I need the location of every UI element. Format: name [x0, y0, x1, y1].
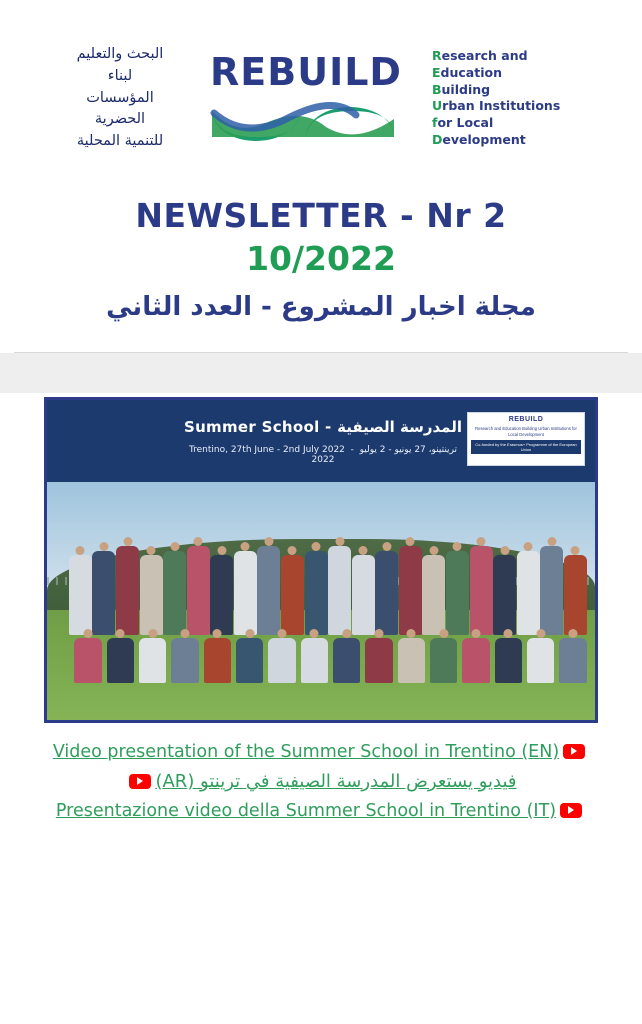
photo-person	[140, 555, 163, 634]
photo-person	[187, 546, 210, 634]
photo-person	[352, 555, 375, 634]
photo-content	[47, 482, 595, 720]
rebuild-wave-icon	[206, 97, 406, 143]
page-title-arabic: مجلة اخبار المشروع - العدد الثاني	[106, 292, 536, 323]
photo-person	[301, 638, 328, 684]
photo-person	[210, 555, 233, 634]
photo-crowd	[47, 534, 595, 686]
photo-person	[163, 551, 186, 635]
video-link-it-line	[40, 798, 602, 825]
figure-wrapper	[0, 393, 642, 723]
logo-en-line-5: for Local	[432, 115, 494, 131]
video-link-ar[interactable]: فيديو يستعرض المدرسة الصيفية في ترينتو (AR)	[155, 770, 517, 792]
logo-arabic-line-3: المؤسسات	[86, 89, 154, 106]
photo-person	[517, 551, 540, 635]
photo-banner-subtitle: Trentino, 27th June - 2nd July 2022 - ترينتينو، 27 يونيو - 2 يوليو 2022	[188, 444, 458, 465]
logo-arabic-tagline	[60, 44, 180, 153]
logo-en-line-4: Urban Institutions	[432, 98, 561, 114]
photo-person	[139, 638, 166, 684]
video-link-ar-line	[40, 768, 602, 796]
section-spacer	[0, 353, 642, 393]
photo-person	[564, 555, 587, 634]
logo-en-line-6: Development	[432, 132, 526, 148]
photo-person	[399, 546, 422, 634]
photo-person	[281, 555, 304, 634]
video-links	[0, 723, 642, 825]
photo-person	[69, 555, 92, 634]
photo-person	[365, 638, 392, 684]
logo-en-line-2: Education	[432, 64, 502, 80]
photo-person	[446, 551, 469, 635]
photo-person	[540, 546, 563, 634]
youtube-icon[interactable]	[129, 774, 151, 789]
photo-person	[257, 546, 280, 634]
photo-person	[398, 638, 425, 684]
video-link-en[interactable]: Video presentation of the Summer School in Trentino (EN)	[52, 741, 560, 762]
photo-person	[559, 638, 586, 684]
photo-person	[107, 638, 134, 684]
photo-person	[333, 638, 360, 684]
rebuild-logo	[206, 50, 406, 143]
page-title: NEWSLETTER - Nr 2	[135, 195, 507, 235]
photo-person	[305, 551, 328, 635]
photo-banner-logo: REBUILD Research and Education Building Urban Institutions for Local Development Co-funded by the Erasmus+ Programme of the European Union	[467, 412, 585, 466]
youtube-icon[interactable]	[563, 744, 585, 759]
photo-person	[495, 638, 522, 684]
photo-person	[527, 638, 554, 684]
logo-arabic-line-5: للتنمية المحلية	[76, 133, 164, 149]
video-link-en-line	[40, 739, 602, 766]
photo-person	[116, 546, 139, 634]
photo-person	[493, 555, 516, 634]
photo-person	[204, 638, 231, 684]
logo-arabic-line-2: لبناء	[107, 67, 133, 84]
photo-person	[236, 638, 263, 684]
photo-person	[430, 638, 457, 684]
photo-person	[268, 638, 295, 684]
logo-en-line-3: Building	[432, 81, 491, 97]
logo-arabic-line-1: البحث والتعليم	[76, 46, 164, 62]
photo-person	[234, 551, 257, 635]
photo-person	[74, 638, 101, 684]
photo-person	[470, 546, 493, 634]
page-title-block	[0, 159, 642, 352]
video-link-it[interactable]: Presentazione video della Summer School in Trentino (IT)	[55, 800, 557, 821]
rebuild-wordmark: REBUILD	[210, 50, 402, 95]
photo-person	[422, 555, 445, 634]
photo-person	[92, 551, 115, 635]
photo-person	[375, 551, 398, 635]
logo-en-line-1: Research and	[432, 47, 528, 63]
photo-person	[328, 546, 351, 634]
newsletter-header	[0, 0, 642, 352]
logo-row	[0, 30, 642, 159]
photo-banner	[47, 400, 595, 482]
photo-person	[171, 638, 198, 684]
summer-school-photo	[44, 397, 598, 723]
logo-arabic-line-4: الحضرية	[94, 111, 146, 128]
logo-english-tagline	[432, 48, 582, 149]
youtube-icon[interactable]	[560, 803, 582, 818]
photo-banner-title: Summer School - المدرسة الصيفية	[183, 417, 463, 436]
photo-person	[462, 638, 489, 684]
page-date: 10/2022	[246, 239, 396, 278]
